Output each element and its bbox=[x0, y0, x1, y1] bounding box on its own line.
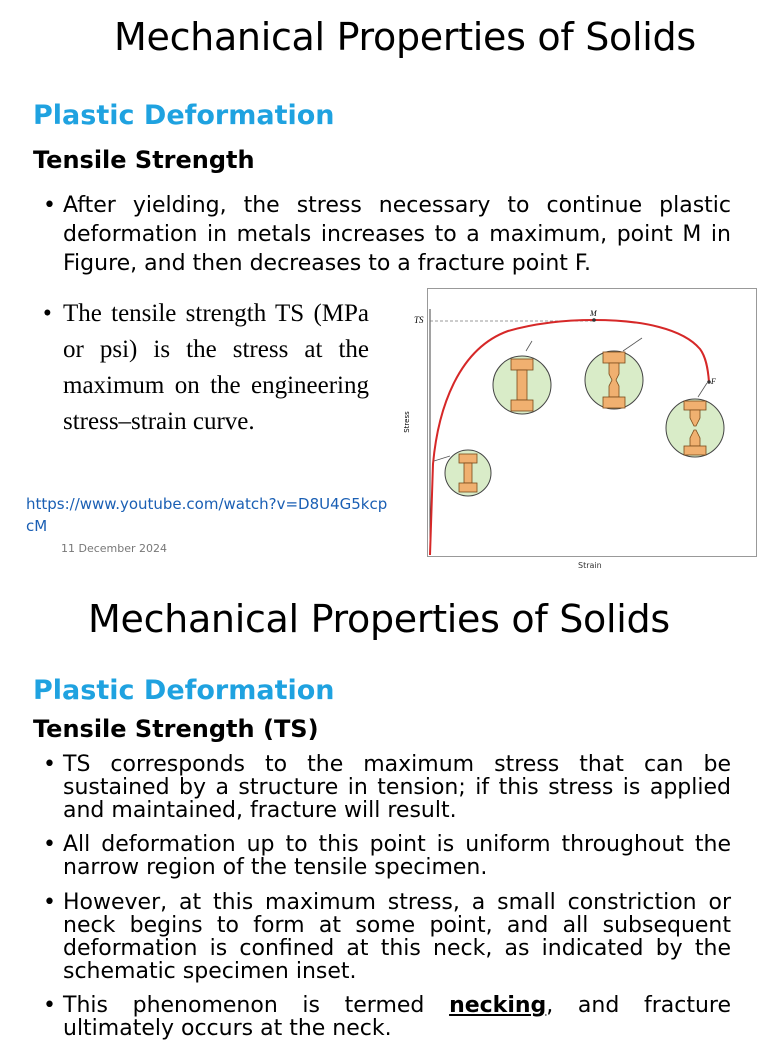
slide-2-section-heading: Plastic Deformation bbox=[33, 675, 335, 706]
slide-2-title: Mechanical Properties of Solids bbox=[88, 597, 670, 641]
pointer-arrow-1 bbox=[434, 456, 450, 461]
slide-2-subheading: Tensile Strength (TS) bbox=[33, 715, 319, 743]
specimen-necking bbox=[585, 351, 643, 409]
slide-1-bullet-2: • The tensile strength TS (MPa or psi) is the stress at the maximum on the engineering stress–strain curve. bbox=[63, 296, 369, 440]
y-axis-label-outer: Stress bbox=[402, 411, 411, 433]
x-axis-label: Strain bbox=[578, 561, 602, 570]
slide-2 bbox=[0, 580, 768, 1041]
ts-label-outer: TS bbox=[414, 315, 424, 325]
slide-2-bullet-4 bbox=[63, 994, 731, 1040]
slide-date: 11 December 2024 bbox=[61, 542, 168, 555]
slide-1-bullet-1: • After yielding, the stress necessary to continue plastic deformation in metals increases to a maximum, point M in Figure, and then decreases to a fracture point F. bbox=[63, 191, 731, 278]
slide-2-bullet-3: • However, at this maximum stress, a small constriction or neck begins to form at some point, and all subsequent deformation is confined at this neck, as indicated by the schematic specimen inset. bbox=[63, 891, 731, 983]
slide-1-section-heading: Plastic Deformation bbox=[33, 100, 335, 131]
m-label: M bbox=[590, 309, 597, 318]
necking-term: necking bbox=[449, 993, 547, 1018]
specimen-uniform-1 bbox=[445, 450, 491, 496]
pointer-arrow-4 bbox=[698, 383, 707, 397]
slide-1-subheading: Tensile Strength bbox=[33, 146, 255, 174]
slide-1-title: Mechanical Properties of Solids bbox=[114, 15, 696, 59]
point-m-marker bbox=[592, 318, 596, 322]
stress-strain-figure bbox=[427, 288, 757, 557]
slide-2-bullet-2: • All deformation up to this point is uniform throughout the narrow region of the tensile specimen. bbox=[63, 833, 731, 879]
specimen-fractured bbox=[666, 399, 724, 457]
specimen-uniform-2 bbox=[493, 356, 551, 414]
bullet-4-text-pre: This phenomenon is termed bbox=[63, 993, 450, 1018]
pointer-arrow-3 bbox=[623, 338, 642, 351]
f-label: F bbox=[711, 377, 716, 386]
stress-strain-diagram bbox=[428, 289, 756, 556]
pointer-arrow-2 bbox=[526, 341, 532, 351]
bullet-4-text-post: , and fracture ultimately occurs at the neck. bbox=[63, 993, 732, 1041]
youtube-link[interactable]: https://www.youtube.com/watch?v=D8U4G5kcpcM bbox=[26, 495, 388, 535]
slide-2-bullet-1: • TS corresponds to the maximum stress that can be sustained by a structure in tension; if this stress is applied and maintained, fracture will result. bbox=[63, 753, 731, 822]
